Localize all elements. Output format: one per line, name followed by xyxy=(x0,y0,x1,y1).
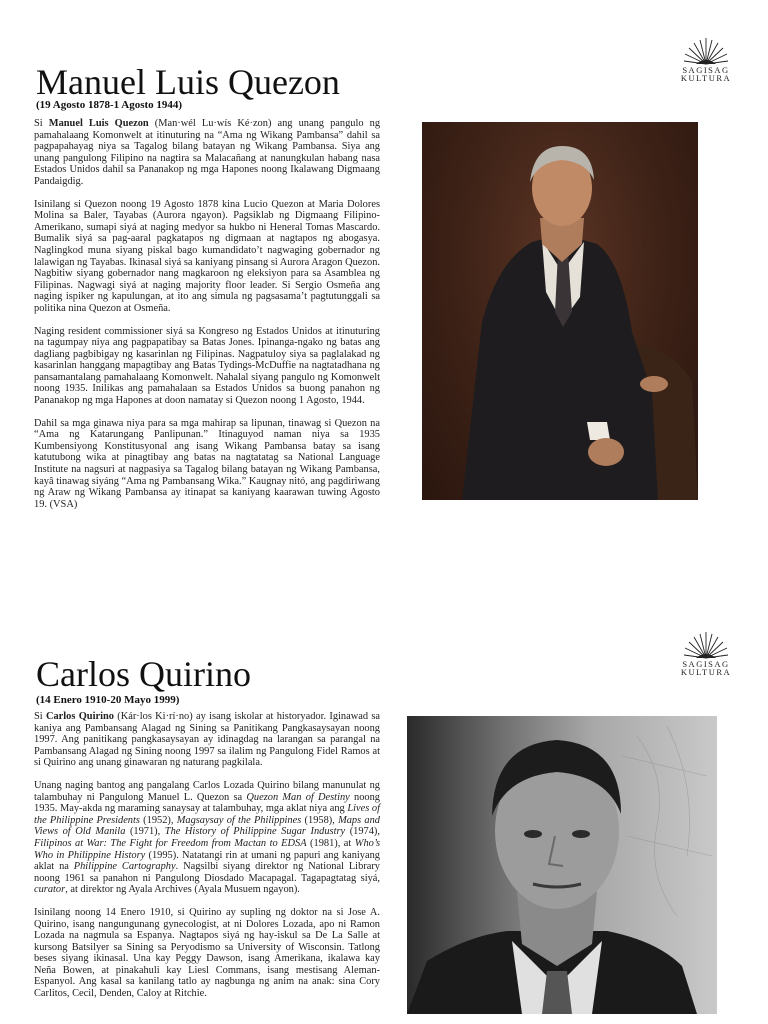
logo-text-top: SAGISAG xyxy=(682,659,730,669)
paragraph: Si Carlos Quirino (Kár·los Ki·rí·no) ay isang iskolar at historyador. Iginawad sa kaniya ang Pambansang Alagad ng Sining sa Panitikang Pangkasaysayan noong 1997. Ang panitikang pangkasaysayan ay idinagdag na larangan sa parangal na Pambansang Alagad ng Sining noong 1997 sa ilalim ng Pangulong Fidel Ramos at si Quirino ang unang ginawaran ng naturang pagkilala. xyxy=(34,711,381,769)
portrait-painting xyxy=(422,122,698,500)
logo-text-bottom: KULTURA xyxy=(680,73,732,83)
entry-text xyxy=(34,711,380,1011)
entry-title: Carlos Quirino xyxy=(36,654,251,694)
lotus-emblem-icon xyxy=(682,34,730,66)
sagisag-kultura-logo xyxy=(672,34,740,82)
paragraph: Dahil sa mga ginawa niya para sa mga mahirap sa lipunan, tinawag si Quezon na “Ama ng Katarungang Panlipunan.” Itinaguyod naman niya sa 1935 Kumbensiyong Konstitusyonal ang isang Wikang Pambansa batay sa isang katutubong wika at pinagtibay ang batas na nagtatatag sa National Language Institute na nagsuri at nagpasiya sa Tagalog bilang batayan ng Wikang Pambansa, kayâ tinawag siyáng “Ama ng Pambansang Wika.” Kaugnay nitó, ang pagdiriwang ng Araw ng Wikang Pambansa ay itinapat sa kaniyang kaarawan tuwing Agosto 19. (VSA) xyxy=(34,417,380,510)
portrait-photograph xyxy=(407,716,717,1014)
logo-text-bottom: KULTURA xyxy=(680,667,732,677)
entry-text xyxy=(34,118,380,521)
lotus-emblem-icon xyxy=(682,628,730,660)
entry-quirino xyxy=(0,590,768,1024)
bold-name: Carlos Quirino xyxy=(45,711,114,722)
entry-title: Manuel Luis Quezon xyxy=(36,62,340,102)
paragraph: Unang naging bantog ang pangalang Carlos Lozada Quirino bilang manunulat ng talambuhay ni Pangulong Manuel L. Quezon sa Quezon Man of Destiny noong 1935. May-akda ng maraming sanaysay at talambuhay, mga aklat niya ang Lives of the Philippine Presidents (1952), Magsaysay of the Philippines (1958), Maps and Views of Old Manila (1971), The History of Philippine Sugar Industry (1974), Filipinos at War: The Fight for Freedom from Mactan to EDSA (1981), at Who’s Who in Philippine History (1995). Natatangi rin at umani ng papuri ang kaniyang aklat na Philippine Cartography. Nagsilbi siyang direktor ng National Library noong 1961 sa panahon ni Pangulong Diosdado Macapagal. Tagapagtatag siyá, curator, at direktor ng Ayala Archives (Ayala Musuem ngayon). xyxy=(34,779,381,896)
paragraph: Isinilang noong 14 Enero 1910, si Quirino ay supling ng doktor na si Jose A. Quirino, isang nangungunang gynecologist, at ni Dolores Lozada, apo ni Ramon Lozada na nagmula sa Espanya. Nagtapos siyá ng hay-iskul sa De La Salle at kursong Batsilyer sa Sining sa Peryodismo sa University of Wisconsin. Tatlong beses siyang ikinasal. Una kay Peggy Dawson, isang Amerikana, ikalawa kay Neña Bowen, at pinakahuli kay Liesl Commans, isang mestisang Aleman-Espanyol. Ang kasal sa kanilang tatlo ay nagbunga ng anim na anak: sina Cory Carlitos, Cecil, Denden, Caloy at Ritchie. xyxy=(34,906,380,1000)
entry-dates: (14 Enero 1910-20 Mayo 1999) xyxy=(36,694,180,706)
sagisag-kultura-logo xyxy=(672,628,740,676)
paragraph: Naging resident commissioner siyá sa Kongreso ng Estados Unidos at itinuturing na tagumpay niya ang pagpapatibay sa Batas Jones. Ipinanga-ngako ng batas ang dagliang pagbibigay ng kasarinlan ng Filipinas. Nagpatuloy siya sa paglalakad ng kasarinlan hanggang mapagtibay ang Batas Tydings-McDuffie na nagtatadhana ng pansamantalang pamahalaang Komonwelt. Nahalal siyang pangulo ng Komonwelt noong 1935. Inilikas ang pamahalaan sa Estados Unidos sa buong panahon ng Pananakop ng mga Hapones at doon namatay si Quezon noong 1 Agosto, 1944. xyxy=(34,325,380,407)
bold-name: Manuel Luis Quezon xyxy=(48,118,149,129)
paragraph: Isinilang si Quezon noong 19 Agosto 1878 kina Lucio Quezon at Maria Dolores Molina sa Baler, Tayabas (Aurora ngayon). Pagsiklab ng Digmaang Filipino-Amerikano, sumapi siyá at naging medyor sa hukbo ni Heneral Tomas Mascardo. Bumalik siyá sa pag-aaral pagkatapos ng digmaan at nagtapos ng abogasya. Naglingkod muna siyang piskal bago kumandidato’t nagwaging gobernador ng lalawigan ng Tayabas. Ikinasal siyá sa kaniyang pinsang si Aurora Aragon Quezon. Nagbitiw siyang gobernador nang magkaroon ng eleksiyon para sa Asamblea ng Filipinas. Nagwagi siyá at naging majority floor leader. Si Sergio Osmeña ang naging ispiker ng kapulungan, at ito ang simula ng pagsasama’t pagtutunggali sa politika nina Quezon at Osmeña. xyxy=(34,198,380,314)
entry-dates: (19 Agosto 1878-1 Agosto 1944) xyxy=(36,99,183,111)
paragraph: Si Manuel Luis Quezon (Man·wél Lu·wís Ké·zon) ang unang pangulo ng pamahalaang Komonwelt at itinuturing na “Ama ng Wikang Pambansa” dahil sa pagpapahayag niya sa Tagalog bilang batayan ng Wikang Pambansa. Siya ang unang pangulong Filipino na nagtira sa Malacañang at nanungkulan habang nasa Estados Unidos dahil sa Pananakop ng mga Hapones noong Ikalawang Digmaang Pandaigdig. xyxy=(34,118,381,187)
logo-text-top: SAGISAG xyxy=(682,65,730,75)
